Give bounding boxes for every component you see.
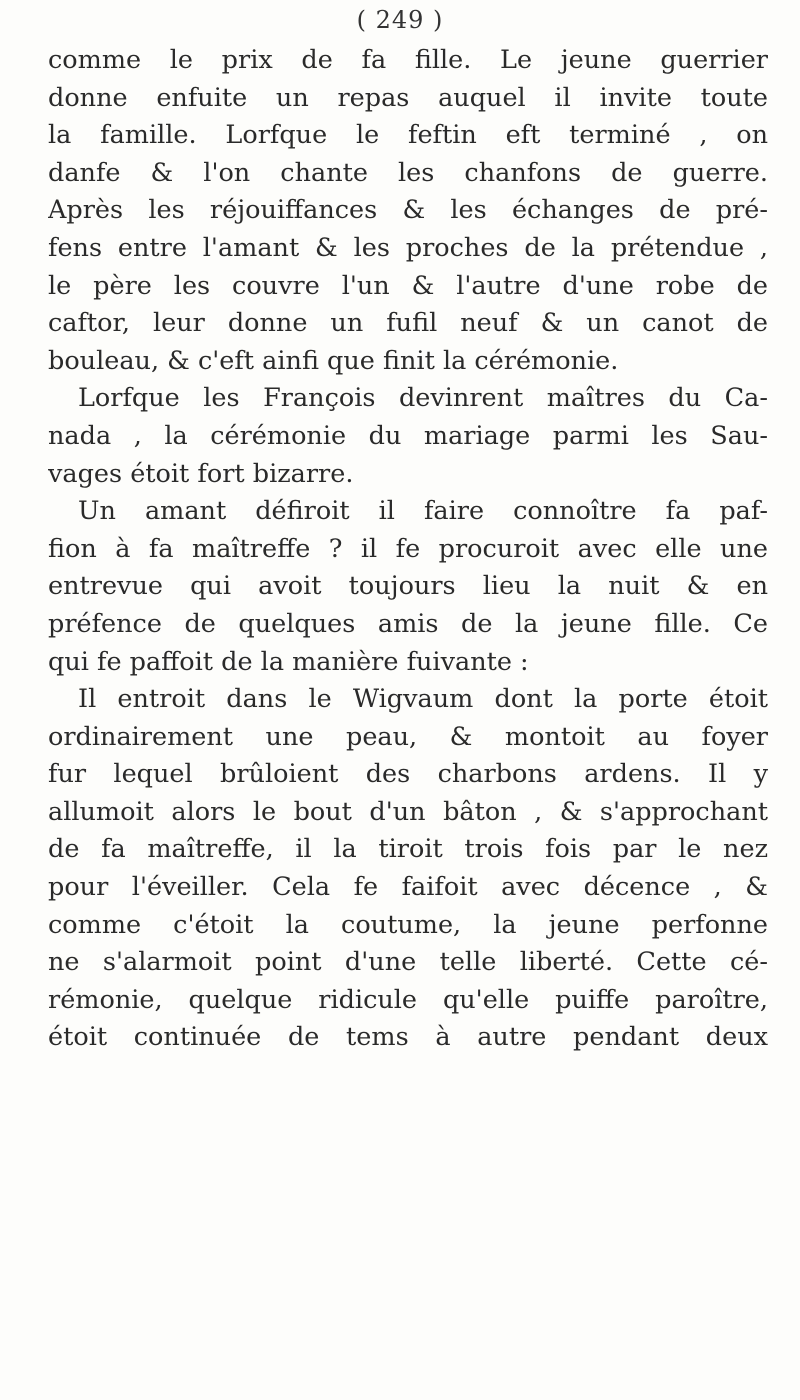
text-line: préfence de quelques amis de la jeune fille. Ce (48, 608, 768, 639)
text-line: ne s'alarmoit point d'une telle liberté. Cette cé- (48, 947, 768, 978)
text-line: bouleau, & c'eft ainfi que finit la cérémonie. (48, 345, 619, 376)
body-text (48, 42, 768, 1057)
text-line: la famille. Lorfque le feftin eft terminé , on (48, 120, 768, 151)
text-line: qui fe paffoit de la manière fuivante : (48, 646, 529, 677)
text-line: entrevue qui avoit toujours lieu la nuit & en (48, 571, 768, 602)
text-line: ordinairement une peau, & montoit au foyer (48, 721, 768, 752)
text-line: comme c'étoit la coutume, la jeune perfonne (48, 909, 768, 940)
text-line: fion à fa maîtreffe ? il fe procuroit avec elle une (48, 533, 768, 564)
text-line: Un amant défiroit il faire connoître fa paf- (78, 496, 768, 527)
text-line: pour l'éveiller. Cela fe faifoit avec décence , & (48, 872, 768, 903)
text-line: Après les réjouiffances & les échanges de pré- (48, 195, 768, 226)
text-line: nada , la cérémonie du mariage parmi les Sau- (48, 420, 768, 451)
text-line: danfe & l'on chante les chanfons de guerre. (48, 157, 768, 188)
text-line: comme le prix de fa fille. Le jeune guerrier (48, 45, 768, 75)
text-line: rémonie, quelque ridicule qu'elle puiffe paroître, (48, 984, 768, 1015)
text-line: fens entre l'amant & les proches de la prétendue , (48, 232, 768, 263)
text-line: fur lequel brûloient des charbons ardens. Il y (48, 759, 768, 790)
text-line: donne enfuite un repas auquel il invite toute (48, 82, 768, 113)
page-number: ( 249 ) (356, 6, 444, 34)
text-line: allumoit alors le bout d'un bâton , & s'approchant (48, 796, 768, 827)
text-line: Lorfque les François devinrent maîtres du Ca- (78, 383, 768, 414)
text-line: de fa maîtreffe, il la tiroit trois fois par le nez (48, 834, 768, 865)
text-line: caftor, leur donne un fufil neuf & un canot de (48, 308, 768, 339)
text-line: étoit continuée de tems à autre pendant deux (48, 1022, 768, 1053)
text-line: vages étoit fort bizarre. (48, 458, 354, 489)
text-line: le père les couvre l'un & l'autre d'une robe de (48, 270, 768, 301)
text-line: Il entroit dans le Wigvaum dont la porte étoit (78, 684, 768, 715)
